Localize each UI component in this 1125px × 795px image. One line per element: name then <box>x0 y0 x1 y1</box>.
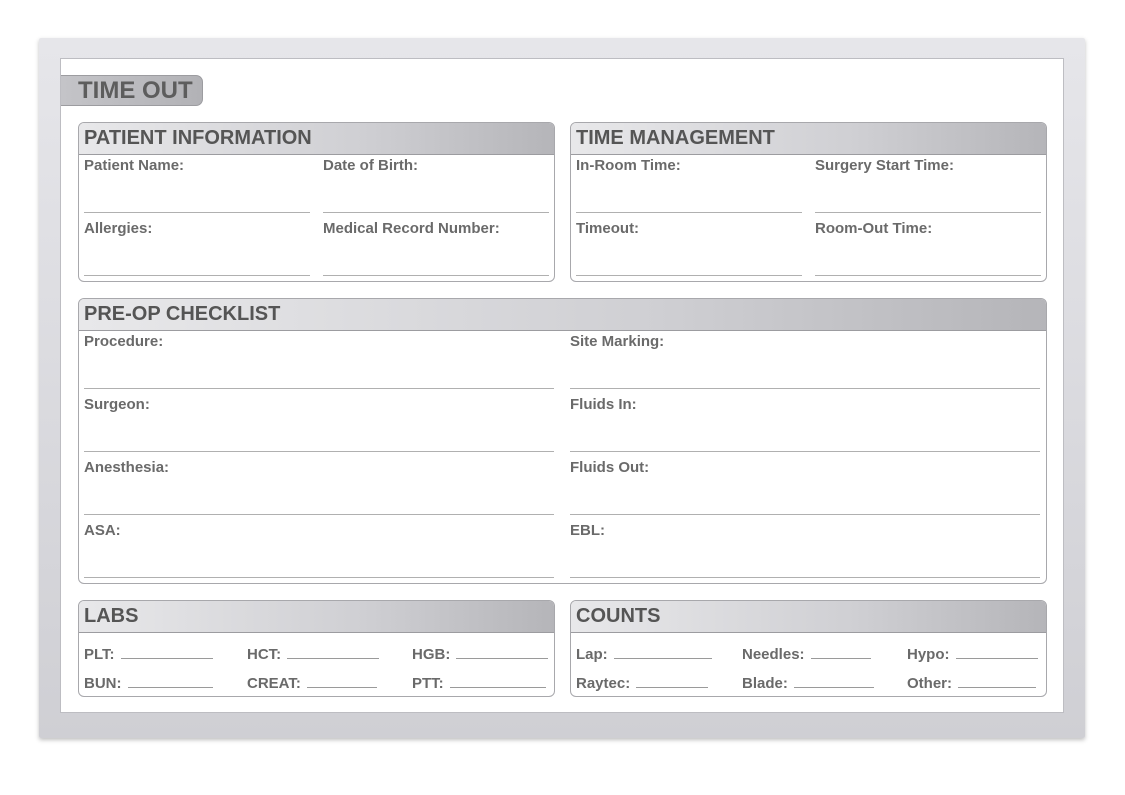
hct-label: HCT: <box>247 646 282 663</box>
hypo-label: Hypo: <box>907 646 950 663</box>
lap-field[interactable] <box>576 646 712 663</box>
date-of-birth-label: Date of Birth: <box>323 157 418 174</box>
needles-field[interactable] <box>742 646 871 663</box>
hct-line[interactable] <box>287 648 379 659</box>
medical-record-number-label: Medical Record Number: <box>323 220 500 237</box>
medical-record-number-line[interactable] <box>323 275 549 276</box>
fluids-out-label: Fluids Out: <box>570 459 650 476</box>
lap-line[interactable] <box>614 648 712 659</box>
hypo-field[interactable] <box>907 646 1038 663</box>
asa-line[interactable] <box>84 577 554 578</box>
needles-label: Needles: <box>742 646 805 663</box>
ptt-label: PTT: <box>412 675 444 692</box>
in-room-time-label: In-Room Time: <box>576 157 681 174</box>
raytec-field[interactable] <box>576 675 708 692</box>
anesthesia-label: Anesthesia: <box>84 459 170 476</box>
other-label: Other: <box>907 675 952 692</box>
asa-label: ASA: <box>84 522 121 539</box>
hgb-line[interactable] <box>456 648 548 659</box>
ebl-label: EBL: <box>570 522 605 539</box>
room-out-time-line[interactable] <box>815 275 1041 276</box>
raytec-line[interactable] <box>636 677 708 688</box>
plt-line[interactable] <box>121 648 213 659</box>
bun-field[interactable] <box>84 675 213 692</box>
creat-field[interactable] <box>247 675 377 692</box>
other-field[interactable] <box>907 675 1036 692</box>
site-marking-line[interactable] <box>570 388 1040 389</box>
fluids-out-line[interactable] <box>570 514 1040 515</box>
timeout-label: Timeout: <box>576 220 640 237</box>
allergies-label: Allergies: <box>84 220 153 237</box>
patient-information-heading: PATIENT INFORMATION <box>79 123 554 155</box>
surgery-start-time-label: Surgery Start Time: <box>815 157 954 174</box>
lap-label: Lap: <box>576 646 608 663</box>
patient-information-panel <box>78 122 555 282</box>
pre-op-checklist-heading: PRE-OP CHECKLIST <box>79 299 1046 331</box>
raytec-label: Raytec: <box>576 675 631 692</box>
in-room-time-line[interactable] <box>576 212 802 213</box>
date-of-birth-line[interactable] <box>323 212 549 213</box>
blade-field[interactable] <box>742 675 874 692</box>
hypo-line[interactable] <box>956 648 1038 659</box>
surgery-start-time-line[interactable] <box>815 212 1041 213</box>
ebl-line[interactable] <box>570 577 1040 578</box>
surgeon-line[interactable] <box>84 451 554 452</box>
fluids-in-label: Fluids In: <box>570 396 637 413</box>
fluids-in-line[interactable] <box>570 451 1040 452</box>
pre-op-checklist-panel <box>78 298 1047 584</box>
counts-heading: COUNTS <box>571 601 1046 633</box>
creat-line[interactable] <box>307 677 377 688</box>
creat-label: CREAT: <box>247 675 301 692</box>
hgb-field[interactable] <box>412 646 548 663</box>
blade-label: Blade: <box>742 675 788 692</box>
hgb-label: HGB: <box>412 646 451 663</box>
anesthesia-line[interactable] <box>84 514 554 515</box>
patient-name-line[interactable] <box>84 212 310 213</box>
plt-label: PLT: <box>84 646 115 663</box>
time-management-heading: TIME MANAGEMENT <box>571 123 1046 155</box>
ptt-field[interactable] <box>412 675 546 692</box>
bun-line[interactable] <box>128 677 213 688</box>
procedure-line[interactable] <box>84 388 554 389</box>
timeout-line[interactable] <box>576 275 802 276</box>
time-management-panel <box>570 122 1047 282</box>
surgeon-label: Surgeon: <box>84 396 150 413</box>
blade-line[interactable] <box>794 677 874 688</box>
allergies-line[interactable] <box>84 275 310 276</box>
bun-label: BUN: <box>84 675 122 692</box>
plt-field[interactable] <box>84 646 213 663</box>
labs-heading: LABS <box>79 601 554 633</box>
patient-name-label: Patient Name: <box>84 157 185 174</box>
room-out-time-label: Room-Out Time: <box>815 220 933 237</box>
ptt-line[interactable] <box>450 677 546 688</box>
hct-field[interactable] <box>247 646 379 663</box>
procedure-label: Procedure: <box>84 333 164 350</box>
site-marking-label: Site Marking: <box>570 333 665 350</box>
other-line[interactable] <box>958 677 1036 688</box>
board-title: TIME OUT <box>61 75 203 106</box>
needles-line[interactable] <box>811 648 871 659</box>
